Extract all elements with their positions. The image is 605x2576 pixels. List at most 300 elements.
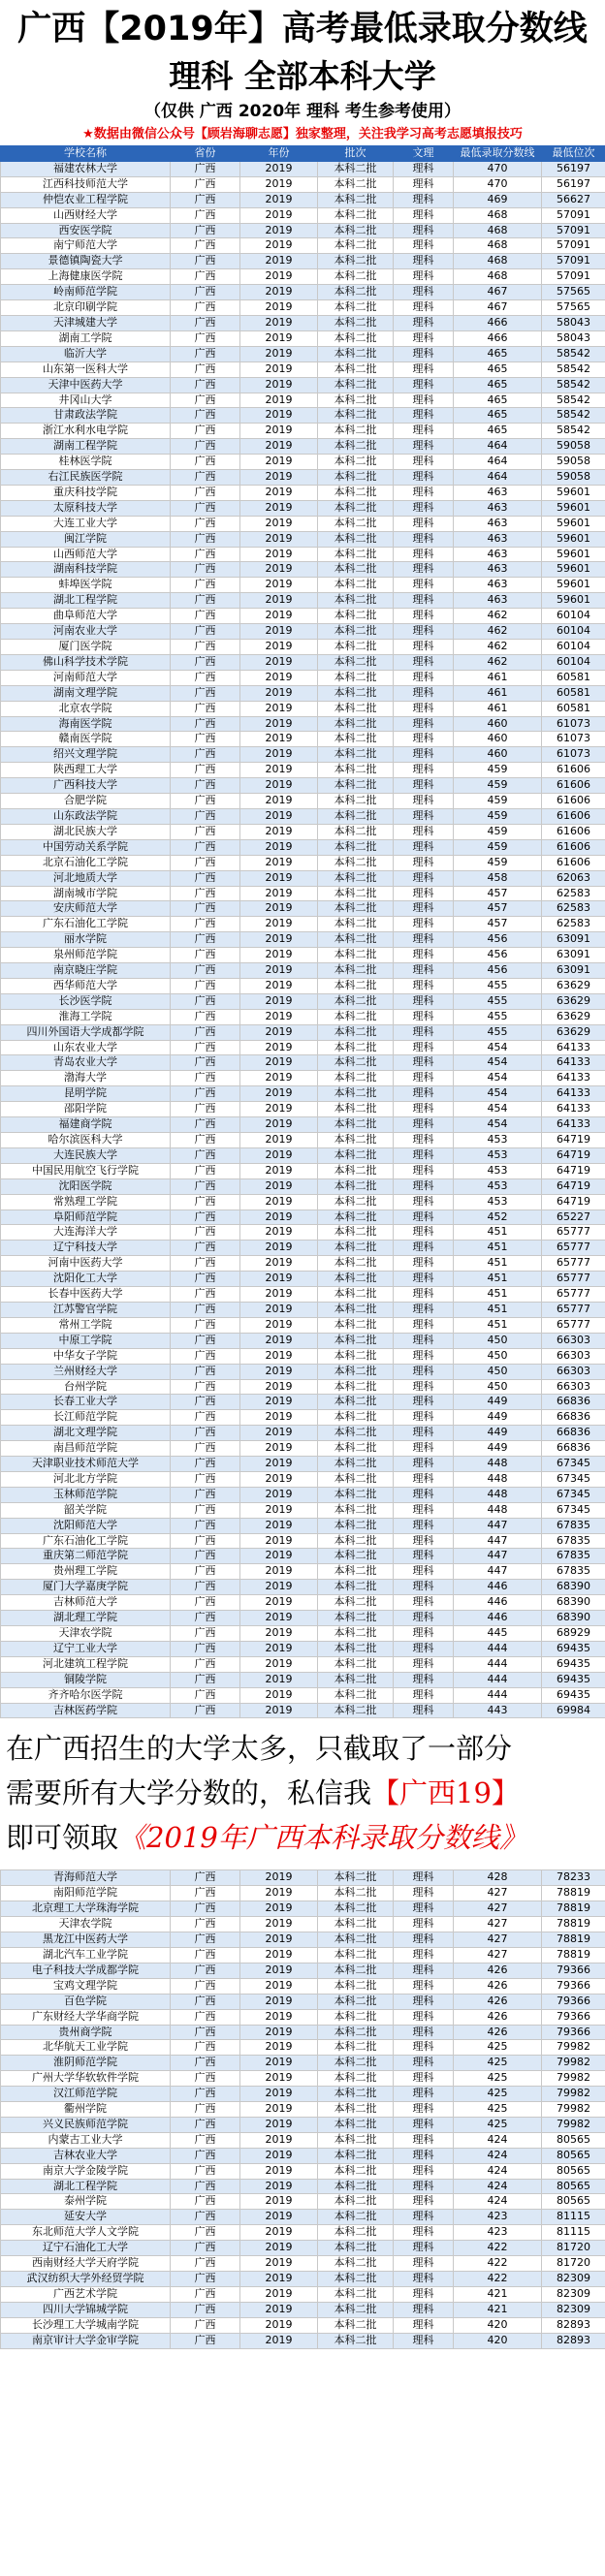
min-rank-cell: 66836 (542, 1426, 605, 1441)
batch-cell: 本科二批 (318, 1055, 394, 1071)
province-cell: 广西 (171, 1947, 240, 1963)
school-cell: 南昌师范学院 (1, 1441, 171, 1457)
table-row (1, 2087, 605, 2102)
year-cell: 2019 (240, 1595, 318, 1611)
table-row (1, 1471, 605, 1487)
min-score-cell: 468 (454, 269, 542, 285)
track-cell: 理科 (394, 1178, 454, 1194)
min-rank-cell: 69435 (542, 1687, 605, 1703)
batch-cell: 本科二批 (318, 238, 394, 254)
table-row (1, 1580, 605, 1595)
track-cell: 理科 (394, 701, 454, 716)
min-score-cell: 426 (454, 1994, 542, 2009)
promo-text: 需要所有大学分数的，私信我 (6, 1776, 372, 1810)
year-cell: 2019 (240, 732, 318, 747)
province-cell: 广西 (171, 824, 240, 839)
min-score-cell: 460 (454, 747, 542, 763)
school-cell: 吉林医药学院 (1, 1703, 171, 1718)
year-cell: 2019 (240, 1333, 318, 1348)
batch-cell: 本科二批 (318, 1256, 394, 1272)
year-cell: 2019 (240, 2317, 318, 2333)
table-row (1, 2179, 605, 2194)
school-cell: 江西科技师范大学 (1, 176, 171, 192)
year-cell: 2019 (240, 640, 318, 655)
min-rank-cell: 60104 (542, 624, 605, 640)
min-score-cell: 446 (454, 1580, 542, 1595)
year-cell: 2019 (240, 1687, 318, 1703)
track-cell: 理科 (394, 1687, 454, 1703)
province-cell: 广西 (171, 1901, 240, 1917)
min-score-cell: 465 (454, 377, 542, 393)
school-cell: 辽宁石油化工大学 (1, 2241, 171, 2256)
table-row (1, 1302, 605, 1317)
table-row (1, 470, 605, 486)
min-score-cell: 426 (454, 2025, 542, 2040)
min-score-cell: 425 (454, 2056, 542, 2071)
table-row (1, 1533, 605, 1549)
table-row (1, 1626, 605, 1642)
score-table-bottom (0, 1869, 605, 2348)
track-cell: 理科 (394, 1533, 454, 1549)
year-cell: 2019 (240, 1564, 318, 1580)
track-cell: 理科 (394, 500, 454, 516)
min-rank-cell: 62583 (542, 886, 605, 901)
track-cell: 理科 (394, 377, 454, 393)
min-rank-cell: 63629 (542, 1009, 605, 1024)
track-cell: 理科 (394, 361, 454, 377)
min-rank-cell: 63629 (542, 993, 605, 1009)
track-cell: 理科 (394, 609, 454, 624)
track-cell: 理科 (394, 1487, 454, 1502)
school-cell: 东北师范大学人文学院 (1, 2225, 171, 2241)
batch-cell: 本科二批 (318, 716, 394, 732)
year-cell: 2019 (240, 1580, 318, 1595)
year-cell: 2019 (240, 855, 318, 870)
min-score-cell: 455 (454, 978, 542, 993)
min-score-cell: 459 (454, 763, 542, 778)
min-score-cell: 447 (454, 1564, 542, 1580)
track-cell: 理科 (394, 455, 454, 470)
min-rank-cell: 66303 (542, 1379, 605, 1395)
school-cell: 大连民族大学 (1, 1147, 171, 1163)
table-row (1, 1333, 605, 1348)
year-cell: 2019 (240, 176, 318, 192)
min-rank-cell: 66836 (542, 1410, 605, 1426)
year-cell: 2019 (240, 1533, 318, 1549)
year-cell: 2019 (240, 2087, 318, 2102)
min-score-cell: 463 (454, 547, 542, 562)
batch-cell: 本科二批 (318, 932, 394, 948)
promo-line-1: 在广西招生的大学太多，只截取了一部分 (6, 1732, 513, 1766)
year-cell: 2019 (240, 300, 318, 316)
batch-cell: 本科二批 (318, 516, 394, 531)
min-rank-cell: 63629 (542, 978, 605, 993)
batch-cell: 本科二批 (318, 2179, 394, 2194)
min-score-cell: 426 (454, 1978, 542, 1994)
batch-cell: 本科二批 (318, 654, 394, 670)
min-score-cell: 448 (454, 1457, 542, 1472)
school-cell: 广东石油化工学院 (1, 1533, 171, 1549)
table-row (1, 176, 605, 192)
min-rank-cell: 66303 (542, 1333, 605, 1348)
min-score-cell: 464 (454, 439, 542, 455)
table-row (1, 2194, 605, 2210)
col-header-year: 年份 (240, 146, 318, 162)
school-cell: 北京农学院 (1, 701, 171, 716)
batch-cell: 本科二批 (318, 424, 394, 439)
year-cell: 2019 (240, 315, 318, 330)
batch-cell: 本科二批 (318, 2071, 394, 2087)
track-cell: 理科 (394, 901, 454, 917)
year-cell: 2019 (240, 1703, 318, 1718)
table-row (1, 1656, 605, 1672)
min-rank-cell: 68929 (542, 1626, 605, 1642)
batch-cell: 本科二批 (318, 1071, 394, 1086)
year-cell: 2019 (240, 470, 318, 486)
col-header-school: 学校名称 (1, 146, 171, 162)
year-cell: 2019 (240, 1901, 318, 1917)
province-cell: 广西 (171, 2225, 240, 2241)
min-rank-cell: 65227 (542, 1209, 605, 1225)
min-rank-cell: 57091 (542, 223, 605, 238)
track-cell: 理科 (394, 1564, 454, 1580)
table-row (1, 593, 605, 609)
province-cell: 广西 (171, 1410, 240, 1426)
year-cell: 2019 (240, 500, 318, 516)
school-cell: 贵州理工学院 (1, 1564, 171, 1580)
province-cell: 广西 (171, 207, 240, 223)
table-row (1, 2225, 605, 2241)
batch-cell: 本科二批 (318, 2272, 394, 2287)
school-cell: 右江民族医学院 (1, 470, 171, 486)
table-row (1, 993, 605, 1009)
school-cell: 吉林农业大学 (1, 2148, 171, 2163)
year-cell: 2019 (240, 2241, 318, 2256)
min-rank-cell: 58542 (542, 361, 605, 377)
province-cell: 广西 (171, 2102, 240, 2118)
year-cell: 2019 (240, 2163, 318, 2179)
year-cell: 2019 (240, 1395, 318, 1410)
batch-cell: 本科二批 (318, 1963, 394, 1978)
table-row (1, 2102, 605, 2118)
table-row (1, 1994, 605, 2009)
province-cell: 广西 (171, 2302, 240, 2317)
track-cell: 理科 (394, 2132, 454, 2148)
table-row (1, 223, 605, 238)
min-rank-cell: 59058 (542, 455, 605, 470)
year-cell: 2019 (240, 1178, 318, 1194)
province-cell: 广西 (171, 192, 240, 207)
year-cell: 2019 (240, 1947, 318, 1963)
track-cell: 理科 (394, 2272, 454, 2287)
min-score-cell: 444 (454, 1641, 542, 1656)
province-cell: 广西 (171, 948, 240, 963)
batch-cell: 本科二批 (318, 361, 394, 377)
school-cell: 浙江水利水电学院 (1, 424, 171, 439)
year-cell: 2019 (240, 932, 318, 948)
min-score-cell: 420 (454, 2333, 542, 2348)
school-cell: 长春工业大学 (1, 1395, 171, 1410)
col-header-min-rank: 最低位次 (542, 146, 605, 162)
min-score-cell: 449 (454, 1395, 542, 1410)
province-cell: 广西 (171, 654, 240, 670)
track-cell: 理科 (394, 932, 454, 948)
province-cell: 广西 (171, 1626, 240, 1642)
min-rank-cell: 60104 (542, 609, 605, 624)
school-cell: 常州工学院 (1, 1317, 171, 1333)
min-score-cell: 447 (454, 1533, 542, 1549)
batch-cell: 本科二批 (318, 685, 394, 701)
track-cell: 理科 (394, 1241, 454, 1256)
table-row (1, 377, 605, 393)
school-cell: 泰州学院 (1, 2194, 171, 2210)
table-row (1, 716, 605, 732)
province-cell: 广西 (171, 455, 240, 470)
batch-cell: 本科二批 (318, 2194, 394, 2210)
min-rank-cell: 56197 (542, 161, 605, 176)
batch-cell: 本科二批 (318, 485, 394, 500)
school-cell: 南京大学金陵学院 (1, 2163, 171, 2179)
province-cell: 广西 (171, 2087, 240, 2102)
province-cell: 广西 (171, 963, 240, 979)
table-row (1, 1317, 605, 1333)
min-score-cell: 450 (454, 1348, 542, 1364)
track-cell: 理科 (394, 2117, 454, 2132)
min-score-cell: 451 (454, 1225, 542, 1241)
track-cell: 理科 (394, 870, 454, 886)
year-cell: 2019 (240, 393, 318, 408)
batch-cell: 本科二批 (318, 2333, 394, 2348)
min-rank-cell: 65777 (542, 1317, 605, 1333)
track-cell: 理科 (394, 1040, 454, 1055)
min-rank-cell: 57091 (542, 269, 605, 285)
min-rank-cell: 61073 (542, 716, 605, 732)
school-cell: 青岛农业大学 (1, 1055, 171, 1071)
table-row (1, 2256, 605, 2272)
batch-cell: 本科二批 (318, 1379, 394, 1395)
school-cell: 南京审计大学金审学院 (1, 2333, 171, 2348)
track-cell: 理科 (394, 330, 454, 346)
track-cell: 理科 (394, 2286, 454, 2302)
school-cell: 衢州学院 (1, 2102, 171, 2118)
year-cell: 2019 (240, 439, 318, 455)
batch-cell: 本科二批 (318, 747, 394, 763)
min-rank-cell: 61073 (542, 747, 605, 763)
min-score-cell: 454 (454, 1086, 542, 1102)
batch-cell: 本科二批 (318, 1348, 394, 1364)
track-cell: 理科 (394, 855, 454, 870)
min-rank-cell: 60581 (542, 685, 605, 701)
province-cell: 广西 (171, 901, 240, 917)
min-score-cell: 451 (454, 1287, 542, 1303)
batch-cell: 本科二批 (318, 1395, 394, 1410)
batch-cell: 本科二批 (318, 778, 394, 794)
school-cell: 北华航天工业学院 (1, 2040, 171, 2056)
year-cell: 2019 (240, 238, 318, 254)
province-cell: 广西 (171, 1133, 240, 1148)
batch-cell: 本科二批 (318, 794, 394, 809)
batch-cell: 本科二批 (318, 300, 394, 316)
year-cell: 2019 (240, 285, 318, 300)
track-cell: 理科 (394, 562, 454, 578)
min-rank-cell: 78819 (542, 1901, 605, 1917)
school-cell: 青海师范大学 (1, 1870, 171, 1886)
batch-cell: 本科二批 (318, 1178, 394, 1194)
track-cell: 理科 (394, 223, 454, 238)
province-cell: 广西 (171, 1549, 240, 1564)
province-cell: 广西 (171, 2241, 240, 2256)
school-cell: 河南中医药大学 (1, 1256, 171, 1272)
min-score-cell: 453 (454, 1133, 542, 1148)
min-score-cell: 425 (454, 2071, 542, 2087)
min-score-cell: 455 (454, 1024, 542, 1040)
min-rank-cell: 60104 (542, 654, 605, 670)
track-cell: 理科 (394, 794, 454, 809)
province-cell: 广西 (171, 408, 240, 424)
table-row (1, 732, 605, 747)
batch-cell: 本科二批 (318, 701, 394, 716)
year-cell: 2019 (240, 2179, 318, 2194)
year-cell: 2019 (240, 254, 318, 269)
min-score-cell: 465 (454, 393, 542, 408)
school-cell: 安庆师范大学 (1, 901, 171, 917)
min-score-cell: 423 (454, 2225, 542, 2241)
province-cell: 广西 (171, 1364, 240, 1379)
province-cell: 广西 (171, 732, 240, 747)
batch-cell: 本科二批 (318, 2009, 394, 2025)
province-cell: 广西 (171, 1194, 240, 1209)
year-cell: 2019 (240, 1641, 318, 1656)
min-score-cell: 424 (454, 2148, 542, 2163)
batch-cell: 本科二批 (318, 439, 394, 455)
table-row (1, 1457, 605, 1472)
track-cell: 理科 (394, 1870, 454, 1886)
province-cell: 广西 (171, 1024, 240, 1040)
min-rank-cell: 79982 (542, 2071, 605, 2087)
table-row (1, 1348, 605, 1364)
province-cell: 广西 (171, 1317, 240, 1333)
table-row (1, 609, 605, 624)
min-rank-cell: 79366 (542, 1963, 605, 1978)
min-rank-cell: 82309 (542, 2272, 605, 2287)
province-cell: 广西 (171, 516, 240, 531)
min-score-cell: 468 (454, 223, 542, 238)
min-rank-cell: 58542 (542, 408, 605, 424)
track-cell: 理科 (394, 578, 454, 593)
min-score-cell: 448 (454, 1471, 542, 1487)
year-cell: 2019 (240, 1932, 318, 1948)
min-rank-cell: 60581 (542, 670, 605, 685)
table-row (1, 1672, 605, 1687)
year-cell: 2019 (240, 1963, 318, 1978)
min-rank-cell: 80565 (542, 2179, 605, 2194)
min-score-cell: 448 (454, 1502, 542, 1518)
school-cell: 井冈山大学 (1, 393, 171, 408)
province-cell: 广西 (171, 1886, 240, 1901)
track-cell: 理科 (394, 1580, 454, 1595)
school-cell: 中国劳动关系学院 (1, 839, 171, 855)
min-rank-cell: 58542 (542, 346, 605, 361)
track-cell: 理科 (394, 1410, 454, 1426)
province-cell: 广西 (171, 1147, 240, 1163)
table-row (1, 2071, 605, 2087)
batch-cell: 本科二批 (318, 346, 394, 361)
min-score-cell: 457 (454, 917, 542, 932)
batch-cell: 本科二批 (318, 670, 394, 685)
min-score-cell: 463 (454, 500, 542, 516)
school-cell: 沈阳医学院 (1, 1178, 171, 1194)
school-cell: 厦门大学嘉庚学院 (1, 1580, 171, 1595)
batch-cell: 本科二批 (318, 207, 394, 223)
year-cell: 2019 (240, 1086, 318, 1102)
track-cell: 理科 (394, 269, 454, 285)
school-cell: 湖南工程学院 (1, 439, 171, 455)
batch-cell: 本科二批 (318, 1917, 394, 1932)
track-cell: 理科 (394, 685, 454, 701)
year-cell: 2019 (240, 870, 318, 886)
year-cell: 2019 (240, 993, 318, 1009)
track-cell: 理科 (394, 1209, 454, 1225)
year-cell: 2019 (240, 794, 318, 809)
province-cell: 广西 (171, 1163, 240, 1178)
province-cell: 广西 (171, 531, 240, 547)
track-cell: 理科 (394, 1256, 454, 1272)
min-score-cell: 459 (454, 808, 542, 824)
track-cell: 理科 (394, 2040, 454, 2056)
province-cell: 广西 (171, 1978, 240, 1994)
batch-cell: 本科二批 (318, 393, 394, 408)
school-cell: 台州学院 (1, 1379, 171, 1395)
batch-cell: 本科二批 (318, 808, 394, 824)
batch-cell: 本科二批 (318, 1564, 394, 1580)
min-rank-cell: 58043 (542, 330, 605, 346)
school-cell: 景德镇陶瓷大学 (1, 254, 171, 269)
year-cell: 2019 (240, 1302, 318, 1317)
year-cell: 2019 (240, 2009, 318, 2025)
batch-cell: 本科二批 (318, 455, 394, 470)
school-cell: 南宁师范大学 (1, 238, 171, 254)
batch-cell: 本科二批 (318, 1471, 394, 1487)
batch-cell: 本科二批 (318, 978, 394, 993)
track-cell: 理科 (394, 1117, 454, 1133)
table-row (1, 1163, 605, 1178)
table-row (1, 531, 605, 547)
province-cell: 广西 (171, 377, 240, 393)
min-rank-cell: 59601 (542, 562, 605, 578)
province-cell: 广西 (171, 393, 240, 408)
province-cell: 广西 (171, 1256, 240, 1272)
min-rank-cell: 79982 (542, 2102, 605, 2118)
batch-cell: 本科二批 (318, 578, 394, 593)
min-rank-cell: 61606 (542, 824, 605, 839)
batch-cell: 本科二批 (318, 1487, 394, 1502)
min-rank-cell: 79366 (542, 2009, 605, 2025)
min-score-cell: 422 (454, 2256, 542, 2272)
province-cell: 广西 (171, 1040, 240, 1055)
table-row (1, 2148, 605, 2163)
province-cell: 广西 (171, 1870, 240, 1886)
school-cell: 北京印刷学院 (1, 300, 171, 316)
table-row (1, 1502, 605, 1518)
table-row (1, 747, 605, 763)
school-cell: 天津农学院 (1, 1917, 171, 1932)
track-cell: 理科 (394, 531, 454, 547)
school-cell: 湖南城市学院 (1, 886, 171, 901)
page-subtitle: 理科 全部本科大学 (169, 57, 436, 95)
school-cell: 湖北工程学院 (1, 593, 171, 609)
track-cell: 理科 (394, 1133, 454, 1148)
batch-cell: 本科二批 (318, 1978, 394, 1994)
